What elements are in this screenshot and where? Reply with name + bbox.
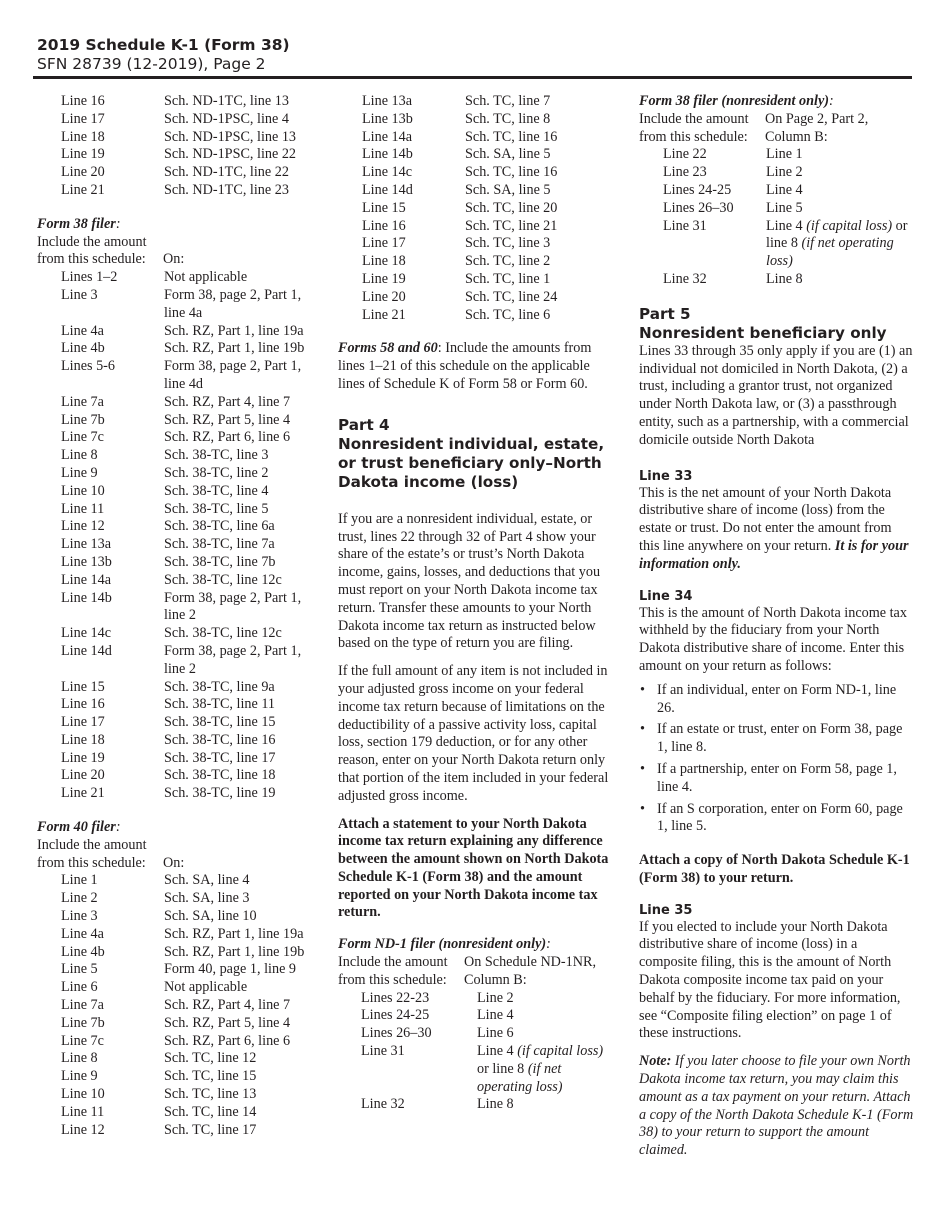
line-number: Line 14a <box>362 128 413 145</box>
line-number: Line 7c <box>61 1032 104 1049</box>
line-number: Line 20 <box>61 164 105 181</box>
form38-table <box>37 269 319 803</box>
table-row <box>338 1007 616 1025</box>
line-reference: Sch. 38-TC, line 11 <box>164 696 275 713</box>
line-reference: Line 5 <box>766 199 803 216</box>
line-reference: Sch. TC, line 3 <box>465 235 551 252</box>
line-number: Line 7b <box>61 411 105 428</box>
line-reference: Sch. RZ, Part 6, line 6 <box>164 429 291 446</box>
line-reference: Form 38, page 2, Part 1, line 4d <box>164 358 302 392</box>
table-row <box>338 182 616 200</box>
line-number: Line 10 <box>61 1086 105 1103</box>
line-reference: Sch. TC, line 24 <box>465 288 558 305</box>
line-reference: Sch. RZ, Part 6, line 6 <box>164 1032 291 1049</box>
line-number: Line 20 <box>362 288 406 305</box>
forms-58-60-paragraph: Forms 58 and 60: Include the amounts from lines 1–21 of this schedule on the applicable lines of Schedule K of Form 58 or Form 60. <box>338 340 592 392</box>
line-reference: Sch. TC, line 21 <box>465 217 558 234</box>
line-number: Line 1 <box>61 872 98 889</box>
part4-paragraph-2: If the full amount of any item is not included in your adjusted gross income on your federal income tax return because of limitations on the deductibility of a passive activity loss, capital loss, section 179 deduction, or for any other reason, enter on your North Dakota return only that portion of the item included in your federal adjusted gross income. <box>338 663 609 804</box>
line-number: Line 14c <box>362 164 413 181</box>
line-reference: Line 4 <box>766 181 803 198</box>
table-row <box>338 146 616 164</box>
line-reference: Sch. 38-TC, line 12c <box>164 625 282 642</box>
line-reference: Sch. RZ, Part 5, line 4 <box>164 1014 291 1031</box>
table-row <box>37 1122 319 1140</box>
line-number: Line 17 <box>61 110 105 127</box>
line35-heading: Line 35 <box>639 902 693 918</box>
table-row <box>37 714 319 732</box>
table-row <box>37 872 319 890</box>
line-reference: Sch. RZ, Part 1, line 19b <box>164 340 305 357</box>
line-number: Lines 24-25 <box>663 181 732 198</box>
table-row <box>37 340 319 358</box>
table-row <box>37 590 319 626</box>
line-reference: Sch. 38-TC, line 15 <box>164 714 276 731</box>
line-reference: Sch. ND-1TC, line 13 <box>164 93 289 109</box>
line-number: Lines 26–30 <box>663 199 734 216</box>
form38-nonresident-section: Form 38 filer (nonresident only): Include the amount On Page 2, Part 2, from this schedule: Column B: Line 22 Line 1 Line 23 Line 2 Lines 24-25 Line 4 Lines 26–30 Line 5 Line 31 Line 4 (if capital loss) or line 8 (if net operating loss) Line 32 Line 8 <box>639 93 915 289</box>
table-row <box>37 1104 319 1122</box>
table-row <box>37 944 319 962</box>
line-reference: Sch. ND-1PSC, line 22 <box>164 146 297 163</box>
line-number: Line 12 <box>61 1121 105 1138</box>
form38-nonresident-heading: Form 38 filer (nonresident only): <box>639 93 834 109</box>
table-row <box>338 307 616 325</box>
line-number: Line 21 <box>61 785 105 802</box>
line-reference: Sch. TC, line 17 <box>164 1121 257 1138</box>
line33-paragraph: This is the net amount of your North Dakota distributive share of income (loss) from the estate or trust. Do not enter the amount from this line anywhere on your return. It is for your information only. <box>639 484 909 572</box>
line-number: Line 4a <box>61 925 104 942</box>
line-number: Line 4a <box>61 322 104 339</box>
table-row <box>639 164 915 182</box>
table-row <box>37 465 319 483</box>
table-row <box>37 785 319 803</box>
list-item: • If an individual, enter on Form ND-1, line 26. <box>639 682 915 718</box>
line-number: Line 7a <box>61 393 104 410</box>
line-number: Line 3 <box>61 908 98 925</box>
line-number: Line 3 <box>61 286 98 303</box>
table-row <box>37 129 319 147</box>
line-reference: Sch. SA, line 5 <box>465 181 551 198</box>
part5-subtitle: Nonresident beneficiary only <box>639 323 887 342</box>
line-number: Line 18 <box>61 731 105 748</box>
line-reference: Sch. 38-TC, line 5 <box>164 500 269 517</box>
table-row <box>37 1033 319 1051</box>
line-number: Line 14d <box>61 642 112 659</box>
nd1-line31-row: Line 31 Line 4 (if capital loss) or line 8 (if net operating loss) <box>361 1043 604 1095</box>
table-row <box>37 643 319 679</box>
table-row <box>37 732 319 750</box>
list-item: • If an estate or trust, enter on Form 38, page 1, line 8. <box>639 721 915 757</box>
column-2 <box>338 93 616 1114</box>
form40-on-label: On: <box>163 854 185 871</box>
table-row <box>37 1068 319 1086</box>
line-reference: Sch. 38-TC, line 7a <box>164 536 275 553</box>
line-number: Line 14b <box>362 146 413 163</box>
line-number: Line 17 <box>61 714 105 731</box>
line-number: Line 8 <box>61 1050 98 1067</box>
line-reference: Sch. 38-TC, line 18 <box>164 767 276 784</box>
line-reference: Sch. RZ, Part 4, line 7 <box>164 997 291 1014</box>
f38nr-line32-row: Line 32 Line 8 <box>663 270 803 287</box>
line33-heading: Line 33 <box>639 468 693 484</box>
line-number: Line 8 <box>61 447 98 464</box>
line-reference: Sch. RZ, Part 1, line 19a <box>164 925 304 942</box>
line-reference: Sch. TC, line 7 <box>465 93 551 109</box>
part4-paragraph-1: If you are a nonresident individual, estate, or trust, lines 22 through 32 of Part 4 show your share of the estate’s or trust’s North Dakota income, gains, losses, and deductions that you must report on your North Dakota income tax return. Transfer these amounts to your North Dakota income tax return as instructed below based on the type of return you are filing. <box>338 510 601 652</box>
line-reference: Sch. 38-TC, line 12c <box>164 571 282 588</box>
line34-paragraph: This is the amount of North Dakota income tax withheld by the fiduciary from your North Dakota distributive share of income. Enter this amount on your return as follows: <box>639 604 907 674</box>
line-reference: Form 38, page 2, Part 1, line 2 <box>164 642 302 677</box>
line-number: Line 14b <box>61 589 112 606</box>
line-reference: Sch. ND-1TC, line 22 <box>164 164 289 181</box>
line-reference: Not applicable <box>164 979 248 996</box>
col1-top-table <box>37 93 319 200</box>
form38-include-label: Include the amount <box>37 233 147 250</box>
table-row <box>37 447 319 465</box>
form40-section: Form 40 filer: Include the amount from this schedule: On: Line 1 Sch. SA, line 4 Line 2 Sch. SA, line 3 Line 3 Sch. SA, line 10 Line 4a Sch. RZ, Part 1, line 19a Line 4b Sch. RZ, Part 1, line 19b Line 5 Form 40, page 1, line 9 Line 6 Not applicable Line 7a Sch. RZ, Part 4, line 7 Line 7b Sch. RZ, Part 5, line 4 Line 7c Sch. RZ, Part 6, line 6 Line 8 Sch. TC, line 12 Line 9 Sch. TC, line 15 Line 10 Sch. TC, line 13 Line 11 Sch. TC, line 14 Line 12 Sch. TC, line 17 <box>37 819 319 1139</box>
page-header <box>37 36 290 74</box>
line-reference: Sch. 38-TC, line 2 <box>164 464 269 481</box>
line-reference: Form 40, page 1, line 9 <box>164 961 297 978</box>
line-number: Line 7c <box>61 429 104 446</box>
line-number: Line 13b <box>61 553 112 570</box>
line-number: Line 17 <box>362 235 406 252</box>
table-row <box>37 182 319 200</box>
line-number: Line 10 <box>61 482 105 499</box>
header-divider <box>33 76 912 79</box>
part4-title: Part 4 <box>338 415 390 434</box>
line-number: Line 5 <box>61 961 98 978</box>
line-number: Line 6 <box>61 979 98 996</box>
line-number: Line 9 <box>61 464 98 481</box>
line-reference: Sch. ND-1PSC, line 13 <box>164 128 297 145</box>
table-row <box>37 1015 319 1033</box>
line-number: Line 18 <box>362 253 406 270</box>
table-row <box>338 111 616 129</box>
line-number: Line 13a <box>61 536 112 553</box>
table-row <box>338 93 616 111</box>
line-reference: Sch. TC, line 16 <box>465 128 558 145</box>
line-reference: Sch. SA, line 5 <box>465 146 551 163</box>
line-reference: Sch. TC, line 6 <box>465 306 551 323</box>
table-row <box>37 501 319 519</box>
line-number: Line 14a <box>61 571 112 588</box>
line-reference: Line 6 <box>477 1025 514 1042</box>
line-reference: Sch. TC, line 8 <box>465 110 551 127</box>
table-row <box>338 253 616 271</box>
table-row <box>37 358 319 394</box>
table-row <box>639 146 915 164</box>
form38-heading: Form 38 filer: <box>37 215 121 232</box>
line-number: Line 19 <box>362 270 406 287</box>
table-row <box>37 164 319 182</box>
table-row <box>37 323 319 341</box>
table-row <box>338 271 616 289</box>
line-number: Line 14d <box>362 181 413 198</box>
line-reference: Sch. 38-TC, line 19 <box>164 785 276 802</box>
line-reference: Sch. RZ, Part 1, line 19b <box>164 943 305 960</box>
table-row <box>37 269 319 287</box>
line-reference: Sch. TC, line 13 <box>164 1086 257 1103</box>
table-row <box>37 572 319 590</box>
table-row <box>639 200 915 218</box>
line35-paragraph: If you elected to include your North Dakota distributive share of income (loss) in a composite filing, this is the amount of North Dakota composite income tax paid on your behalf by the fiduciary. For more information, see “Composite filing election” on page 1 of these instructions. <box>639 918 901 1042</box>
nd1-table <box>338 990 616 1043</box>
form-title: 2019 Schedule K-1 (Form 38) <box>37 36 290 54</box>
table-row <box>37 93 319 111</box>
line-number: Line 21 <box>362 306 406 323</box>
nd1-section: Form ND-1 filer (nonresident only): Include the amount On Schedule ND-1NR, from this schedule: Column B: Lines 22-23 Line 2 Lines 24-25 Line 4 Lines 26–30 Line 6 Line 31 Line 4 (if capital loss) or line 8 (if net operating loss) Line 32 Line 8 <box>338 936 616 1114</box>
line-reference: Sch. TC, line 2 <box>465 253 551 270</box>
line-number: Line 18 <box>61 128 105 145</box>
line-reference: Line 2 <box>477 989 514 1006</box>
table-row <box>37 1050 319 1068</box>
f38nr-line31-row: Line 31 Line 4 (if capital loss) or line 8 (if net operating loss) <box>663 217 908 270</box>
line-reference: Sch. TC, line 16 <box>465 164 558 181</box>
line-number: Line 2 <box>61 890 98 907</box>
line-reference: Sch. 38-TC, line 3 <box>164 447 269 464</box>
line-number: Lines 26–30 <box>361 1025 432 1042</box>
table-row <box>37 997 319 1015</box>
table-row <box>37 926 319 944</box>
line-number: Lines 5-6 <box>61 358 115 375</box>
line34-heading: Line 34 <box>639 588 693 604</box>
line-reference: Form 38, page 2, Part 1, line 4a <box>164 286 302 321</box>
table-row <box>338 200 616 218</box>
table-row <box>37 1086 319 1104</box>
note-paragraph: Note: If you later choose to file your own North Dakota income tax return, you may claim this amount as a tax payment on your return. Attach a copy of the North Dakota Schedule K-1 (Form 38) to your return to support the amount claimed. <box>639 1053 914 1159</box>
attach-copy-paragraph: Attach a copy of North Dakota Schedule K-1 (Form 38) to your return. <box>639 852 910 886</box>
line-number: Line 4b <box>61 943 105 960</box>
form38-on-label: On: <box>163 251 185 268</box>
column-3 <box>639 93 915 1160</box>
form38-section: Form 38 filer: Include the amount from this schedule: On: Lines 1–2 Not applicable Line 3 Form 38, page 2, Part 1, line 4a Line 4a Sch. RZ, Part 1, line 19a Line 4b Sch. RZ, Part 1, line 19b Lines 5-6 Form 38, page 2, Part 1, line 4d Line 7a Sch. RZ, Part 4, line 7 Line 7b Sch. RZ, Part 5, line 4 Line 7c Sch. RZ, Part 6, line 6 Line 8 Sch. 38-TC, line 3 Line 9 Sch. 38-TC, line 2 Line 10 Sch. 38-TC, line 4 Line 11 Sch. 38-TC, line 5 Line 12 Sch. 38-TC, line 6a Line 13a Sch. 38-TC, line 7a Line 13b Sch. 38-TC, line 7b Line 14a Sch. 38-TC, line 12c Line 14b Form 38, page 2, Part 1, line 2 Line 14c Sch. 38-TC, line 12c Line 14d Form 38, page 2, Part 1, line 2 Line 15 Sch. 38-TC, line 9a Line 16 Sch. 38-TC, line 11 Line 17 Sch. 38-TC, line 15 Line 18 Sch. 38-TC, line 16 Line 19 Sch. 38-TC, line 17 Line 20 Sch. 38-TC, line 18 Line 21 Sch. 38-TC, line 19 <box>37 216 319 803</box>
form40-include-label: Include the amount <box>37 836 147 853</box>
table-row <box>37 483 319 501</box>
table-row <box>37 287 319 323</box>
line-reference: Sch. TC, line 1 <box>465 270 551 287</box>
list-item: • If an S corporation, enter on Form 60, page 1, line 5. <box>639 801 915 837</box>
form40-table <box>37 872 319 1139</box>
line-number: Line 20 <box>61 767 105 784</box>
line-number: Line 4b <box>61 340 105 357</box>
table-row <box>338 164 616 182</box>
form40-heading: Form 40 filer: <box>37 819 121 836</box>
part5-paragraph: Lines 33 through 35 only apply if you are (1) an individual not domiciled in North Dakota, (2) a trust, including a grantor trust, not organized under North Dakota law, or (3) a passthrough entity, such as a partnership, with a commercial domicile outside North Dakota <box>639 342 913 448</box>
table-row <box>37 625 319 643</box>
list-item: • If a partnership, enter on Form 58, page 1, line 4. <box>639 761 915 797</box>
table-row <box>338 129 616 147</box>
line-number: Line 13a <box>362 93 413 109</box>
line-reference: Sch. 38-TC, line 7b <box>164 553 276 570</box>
form-subtitle: SFN 28739 (12-2019), Page 2 <box>37 55 266 73</box>
table-row <box>37 750 319 768</box>
line-reference: Sch. SA, line 10 <box>164 908 257 925</box>
line-number: Lines 24-25 <box>361 1007 430 1024</box>
line-reference: Sch. RZ, Part 4, line 7 <box>164 393 291 410</box>
table-row <box>37 890 319 908</box>
line-number: Line 7b <box>61 1014 105 1031</box>
line-number: Line 15 <box>61 678 105 695</box>
line-number: Line 22 <box>663 146 707 163</box>
line-number: Lines 1–2 <box>61 269 118 286</box>
line-number: Line 11 <box>61 500 105 517</box>
line-number: Line 19 <box>61 146 105 163</box>
table-row <box>338 218 616 236</box>
part5-title: Part 5 <box>639 304 691 323</box>
table-row <box>37 554 319 572</box>
table-row <box>37 696 319 714</box>
table-row <box>37 908 319 926</box>
line-number: Line 12 <box>61 518 105 535</box>
line-reference: Sch. ND-1PSC, line 4 <box>164 110 289 127</box>
line-number: Lines 22-23 <box>361 989 430 1006</box>
col2-top-table <box>338 93 616 324</box>
line-reference: Sch. 38-TC, line 9a <box>164 678 275 695</box>
line-number: Line 16 <box>61 93 105 109</box>
line-number: Line 16 <box>61 696 105 713</box>
table-row <box>338 235 616 253</box>
form38-nonresident-table <box>639 146 915 217</box>
line-reference: Sch. SA, line 4 <box>164 872 250 889</box>
table-row <box>639 182 915 200</box>
column-1 <box>37 93 319 1139</box>
nd1-heading: Form ND-1 filer (nonresident only): <box>338 936 551 953</box>
line-number: Line 13b <box>362 110 413 127</box>
table-row <box>37 146 319 164</box>
line-reference: Sch. 38-TC, line 6a <box>164 518 275 535</box>
table-row <box>37 429 319 447</box>
line-number: Line 23 <box>663 164 707 181</box>
line-reference: Sch. 38-TC, line 17 <box>164 749 276 766</box>
table-row <box>37 979 319 997</box>
attach-statement-paragraph: Attach a statement to your North Dakota income tax return explaining any difference between the amount shown on North Dakota Schedule K-1 (Form 38) and the amount reported on your North Dakota income tax return. <box>338 815 609 921</box>
table-row <box>338 990 616 1008</box>
line-reference: Sch. TC, line 15 <box>164 1068 257 1085</box>
line-number: Line 14c <box>61 625 112 642</box>
line-number: Line 15 <box>362 199 406 216</box>
line-number: Line 11 <box>61 1103 105 1120</box>
line-reference: Sch. ND-1TC, line 23 <box>164 181 289 198</box>
line-reference: Not applicable <box>164 269 248 286</box>
part4-subtitle: Nonresident individual, estate, or trust beneficiary only–North Dakota income (loss) <box>338 434 605 491</box>
line-reference: Sch. TC, line 20 <box>465 199 558 216</box>
line-reference: Sch. 38-TC, line 16 <box>164 731 276 748</box>
line-reference: Sch. 38-TC, line 4 <box>164 482 269 499</box>
table-row <box>37 111 319 129</box>
table-row <box>37 679 319 697</box>
line-number: Line 21 <box>61 181 105 198</box>
line-number: Line 16 <box>362 217 406 234</box>
line-reference: Sch. RZ, Part 5, line 4 <box>164 411 291 428</box>
table-row <box>338 1025 616 1043</box>
nd1-line32-row: Line 32 Line 8 <box>361 1096 514 1113</box>
table-row <box>37 394 319 412</box>
line-number: Line 9 <box>61 1068 98 1085</box>
line-reference: Line 2 <box>766 164 803 181</box>
line-number: Line 19 <box>61 749 105 766</box>
table-row <box>37 518 319 536</box>
line-number: Line 7a <box>61 997 104 1014</box>
table-row <box>37 767 319 785</box>
line-reference: Sch. RZ, Part 1, line 19a <box>164 322 304 339</box>
line-reference: Form 38, page 2, Part 1, line 2 <box>164 589 302 624</box>
line-reference: Line 4 <box>477 1007 514 1024</box>
line-reference: Sch. SA, line 3 <box>164 890 250 907</box>
table-row <box>37 536 319 554</box>
line-reference: Line 1 <box>766 146 803 163</box>
table-row <box>338 289 616 307</box>
line-reference: Sch. TC, line 14 <box>164 1103 257 1120</box>
table-row <box>37 412 319 430</box>
table-row <box>37 961 319 979</box>
line34-bullet-list <box>639 682 915 836</box>
line-reference: Sch. TC, line 12 <box>164 1050 257 1067</box>
